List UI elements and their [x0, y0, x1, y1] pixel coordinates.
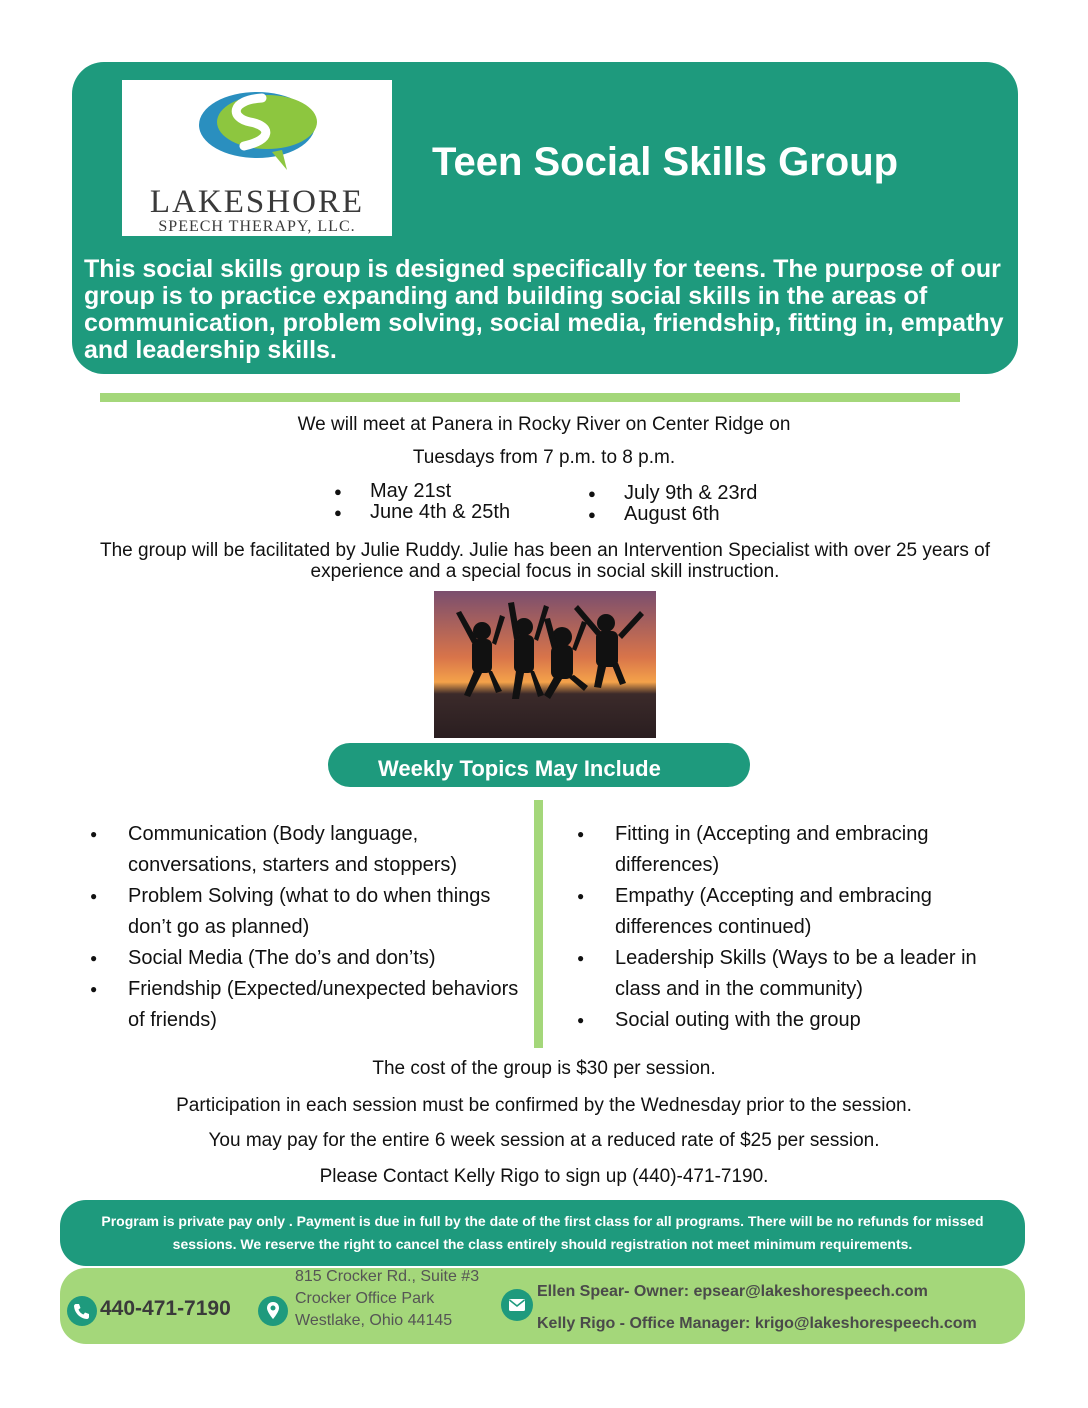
signup-contact-text: Please Contact Kelly Rigo to sign up (440)-471-7190. — [319, 1166, 769, 1187]
meeting-location: We will meet at Panera in Rocky River on Center Ridge on — [297, 414, 791, 435]
address-line: Westlake, Ohio 44145 — [295, 1312, 453, 1329]
date-item: ● May 21st — [334, 481, 510, 502]
divider — [100, 393, 960, 402]
topics-heading: Weekly Topics May Include — [328, 743, 750, 787]
topic-item: ● Problem Solving (what to do when things don’t go as planned) — [128, 881, 528, 943]
confirmation-text: Participation in each session must be confirmed by the Wednesday prior to the session. — [176, 1095, 912, 1116]
reduced-rate-text: You may pay for the entire 6 week session at a reduced rate of $25 per session. — [208, 1130, 880, 1151]
logo-subtitle: SPEECH THERAPY, LLC. — [158, 218, 356, 235]
cost-text: The cost of the group is $30 per session. — [372, 1058, 716, 1079]
intro-text: This social skills group is designed specifically for teens. The purpose of our group is to practice expanding and building social skills in the areas of communication, problem solving, social media, friendship, fitting in, empathy and leadership skills. — [84, 255, 1004, 364]
topic-item: ● Communication (Body language, conversations, starters and stoppers) — [128, 819, 528, 881]
facilitator-text: The group will be facilitated by Julie Ruddy. Julie has been an Intervention Specialist with over 25 years of experience and a special focus in social skill instruction. — [100, 540, 990, 582]
date-item: ● August 6th — [588, 504, 757, 525]
topic-item: ● Social outing with the group — [615, 1005, 1005, 1036]
column-divider — [534, 800, 543, 1048]
email-office-manager[interactable]: Kelly Rigo - Office Manager: krigo@lakeshorespeech.com — [537, 1315, 977, 1332]
page-title: Teen Social Skills Group — [432, 140, 899, 184]
topic-item: ● Friendship (Expected/unexpected behaviors of friends) — [128, 974, 528, 1036]
speech-bubble-logo-icon — [122, 80, 392, 190]
phone-number[interactable]: 440-471-7190 — [100, 1297, 231, 1320]
email-contacts — [537, 1276, 977, 1340]
meeting-time: Tuesdays from 7 p.m. to 8 p.m. — [412, 447, 676, 468]
email-owner[interactable]: Ellen Spear- Owner: epsear@lakeshorespeech.com — [537, 1283, 928, 1300]
date-item: ● June 4th & 25th — [334, 502, 510, 523]
date-item: ● July 9th & 23rd — [588, 483, 757, 504]
address-line: Crocker Office Park — [295, 1290, 435, 1307]
address-line: 815 Crocker Rd., Suite #3 — [295, 1268, 480, 1285]
topic-item: ● Empathy (Accepting and embracing differences continued) — [615, 881, 1005, 943]
policy-note: Program is private pay only . Payment is due in full by the date of the first class for all programs. There will be no refunds for missed sessions. We reserve the right to cancel the class entirely should registration not meet minimum requirements. — [60, 1200, 1025, 1266]
address — [295, 1266, 479, 1332]
teens-jumping-photo — [434, 591, 656, 738]
location-pin-icon — [258, 1296, 288, 1326]
header-banner — [72, 62, 1018, 374]
topic-item: ● Leadership Skills (Ways to be a leader in class and in the community) — [615, 943, 1005, 1005]
phone-icon — [67, 1296, 97, 1326]
topics-right-list — [615, 819, 1005, 1036]
logo — [122, 80, 392, 236]
topic-item: ● Social Media (The do’s and don’ts) — [128, 943, 528, 974]
topic-item: ● Fitting in (Accepting and embracing differences) — [615, 819, 1005, 881]
topics-left-list — [128, 819, 528, 1036]
dates-left — [334, 481, 510, 523]
logo-name: LAKESHORE — [149, 184, 365, 220]
email-icon — [501, 1289, 533, 1321]
dates-right — [588, 483, 757, 525]
